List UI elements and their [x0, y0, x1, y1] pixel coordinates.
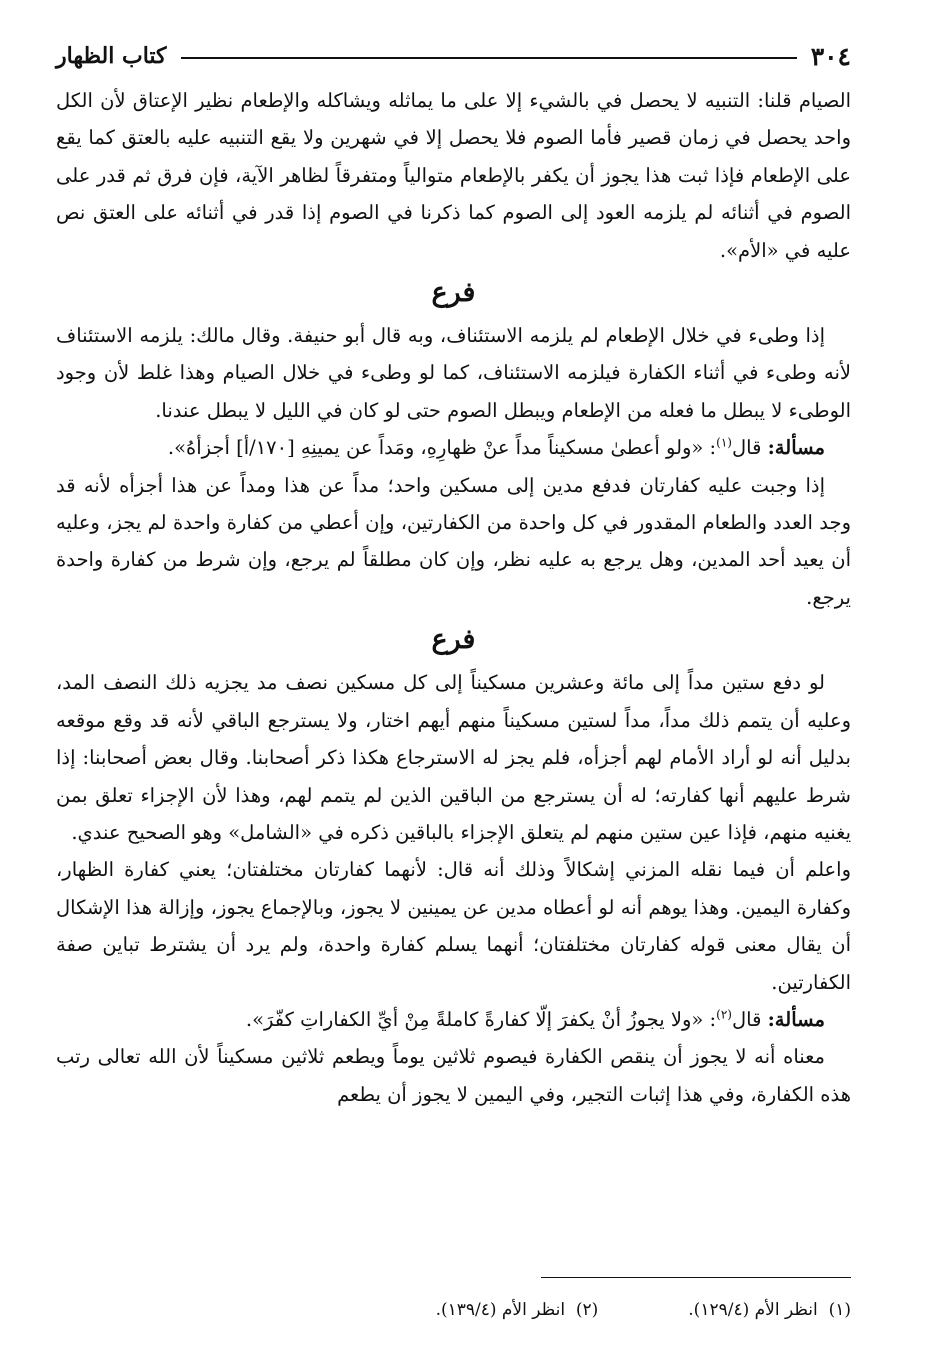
- page-body: [56, 82, 851, 1113]
- masala-quote: : «ولو أعطىٰ مسكيناً مداً عنْ ظهارِهِ، ومَداً عن يمينِهِ [١٧٠/أ] أجزأهُ».: [167, 436, 717, 460]
- footnote-mark: (١): [828, 1300, 851, 1320]
- page-number: ٣٠٤: [810, 41, 851, 71]
- footnote-text: انظر الأم (١٢٩/٤).: [688, 1300, 818, 1320]
- footnote-1: [688, 1296, 851, 1324]
- masala-label: مسألة:: [767, 1007, 825, 1031]
- footnote-rule: [541, 1277, 851, 1278]
- footnote-2: [436, 1296, 599, 1324]
- section-heading-far: فرع: [431, 277, 476, 309]
- footnote-text: انظر الأم (١٣٩/٤).: [435, 1300, 566, 1320]
- page-header: [56, 34, 851, 78]
- footnote-mark: (٢): [575, 1300, 599, 1320]
- masala-label: مسألة:: [767, 436, 825, 460]
- footnote-ref-1: (١): [716, 435, 732, 450]
- footnote-ref-2: (٢): [716, 1007, 732, 1022]
- paragraph-3: إذا وجبت عليه كفارتان فدفع مدين إلى مسكين واحد؛ مداً عن هذا ومداً عن هذا أجزأه لأنه قد وجد العدد والطعام المقدور في كل واحدة من الكفارتين، وإن أعطي من كفارة واحدة لم يجز، وعليه أن يعيد أحد المدين، وهل يرجع به عليه نظر، وإن كان مطلقاً لم يرجع، وإن شرط من كفارة واحدة يرجع.: [56, 473, 851, 609]
- paragraph-4: لو دفع ستين مداً إلى مائة وعشرين مسكيناً إلى كل مسكين نصف مد يجزيه ذلك النصف المد، وعليه أن يتمم ذلك مداً، مداً لستين مسكيناً منهم أيهم اختار، ولا يسترجع الباقي لأنه قد وقع موقعه بدليل أنه لو أراد الأمام لهم أجزأه، فلم يجز له الاسترجاع هكذا ذكر أصحابنا. وقال بعض أصحابنا: إذا شرط عليهم أنها كفارته؛ له أن يسترجع من الباقين الذين لم يتمم لهم، وهذا لأن الإجزاء تعلق بمن يغنيه منهم، فإذا عين ستين منهم لم يتعلق الإجزاء بالباقين ذكره في «الشامل» وهو الصحيح عندي.: [56, 671, 851, 844]
- header-rule: [181, 57, 797, 59]
- masala-2: [56, 1001, 851, 1038]
- paragraph-6: معناه أنه لا يجوز أن ينقص الكفارة فيصوم ثلاثين يوماً ويطعم ثلاثين مسكيناً لأن الله تعالى رتب هذه الكفارة، وفي هذا إثبات التجير، وفي اليمين لا يجوز أن يطعم: [56, 1045, 851, 1106]
- paragraph-2: إذا وطىء في خلال الإطعام لم يلزمه الاستئناف، وبه قال أبو حنيفة. وقال مالك: يلزمه الاستئناف لأنه وطىء في أثناء الكفارة فيلزمه الاستئناف، كما لو وطىء في خلال الصيام وهذا غلط لأن وجود الوطىء لا يبطل ما فعله من الإطعام ويبطل الصوم حتى لو كان في الليل لا يبطل عندنا.: [56, 324, 851, 422]
- book-title: كتاب الظهار: [56, 43, 167, 69]
- book-page: [56, 34, 851, 1344]
- masala-qala: قال: [731, 436, 762, 460]
- masala-quote: : «ولا يجوزُ أنْ يكفرَ إلّا كفارةً كاملةً مِنْ أيِّ الكفاراتِ كفّرَ».: [245, 1007, 717, 1031]
- paragraph-5: واعلم أن فيما نقله المزني إشكالاً وذلك أنه قال: لأنهما كفارتان مختلفتان؛ يعني كفارة الظهار، وكفارة اليمين. وهذا يوهم أنه لو أعطاه مدين عن يمينين لا يجوز، وبالإجماع يجوز، وإزالة هذا الإشكال أن يقال معنى قوله كفارتان مختلفتان؛ أنهما يسلم كفارة واحدة، ولم يرد أن يشترط تباين صفة الكفارتين.: [56, 858, 851, 994]
- masala-qala: قال: [731, 1007, 762, 1031]
- footnotes: [56, 1296, 851, 1324]
- masala-1: [56, 429, 851, 466]
- section-heading-far-2: فرع: [431, 624, 476, 656]
- paragraph-1: الصيام قلنا: التنبيه لا يحصل في بالشيء إلا على ما يماثله ويشاكله والإطعام نظير الإعتاق لأن الكل واحد يحصل في زمان قصير فأما الصوم فلا يحصل إلا في شهرين ولا يقع التنبيه عليه بالعتق كما يقع على الإطعام فإذا ثبت هذا يجوز أن يكفر بالإطعام متوالياً ومتفرقاً لظاهر الآية، فإن فرق ثم قدر على الصوم في أثنائه لم يلزمه العود إلى الصوم كما ذكرنا في الصوم إذا قدر في أثنائه على العتق نص عليه في «الأم».: [56, 89, 851, 262]
